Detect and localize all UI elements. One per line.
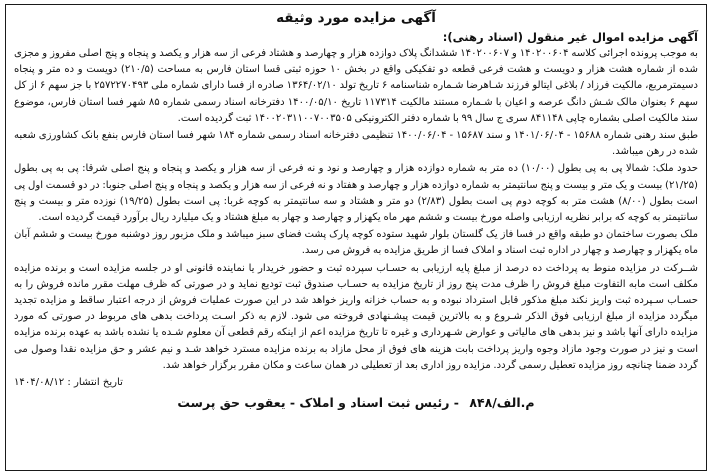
notice-paragraph-location: ملک بصورت ساختمان دو طبقه واقع در فسا فاز یک گلستان بلوار شهید ستوده کوچه پارک پشت فضای سبز میباشد و ملک مزبور روز دوشنبه مورخ بیست و ششم آبان ماه یکهزار و چهارصد و چهار در اداره ثبت اسناد و املاک فسا از طریق مزایده به فروش می رسد.	[14, 229, 698, 257]
publish-date-label: تاریخ انتشار :	[67, 377, 123, 389]
notice-title: آگهی مزایده مورد وثیقه	[276, 10, 436, 26]
notice-subtitle: آگهی مزایده اموال غیر منقول (اسناد رهنی):	[442, 30, 698, 44]
notice-paragraph-property: به موجب پرونده اجرائی کلاسه ۱۴۰۲۰۰۶۰۴ و ۱۴۰۲۰۰۶۰۷ ششدانگ پلاک دوازده هزار و چهارصد و هشتاد فرعی از سه هزار و یکصد و پنجاه و پنج اصلی مفروز و مجزی شده از شماره هشت هزار و دویست و هشت فرعی قطعه دو تفکیکی واقع در بخش ۱۰ حوزه ثبتی قسا استان فارس به مساحت (۲۱۰/۵) دویست و ده متر و پنجاه دسیمترمربع، مالکیت فرزاد / بلاغی ایتالو فرزند شـاهرضا شـماره شناسنامه ۶ تاریخ تولد ۱۳۶۴/۰۲/۱۰ صادره از فسا دارای شماره ملی ۲۵۷۲۲۷۰۴۹۳ با جز سهم ۶ از کل سهم ۶ بعنوان مالک شـش دانگ عرصه و اعیان با شـماره مستند مالکیت ۱۱۷۳۱۴ تاریخ ۱۴۰۰/۰۵/۱۰ دفترخانه اسناد رسمی شماره ۸۵ شهر فسا استان فارس، موضوع سند مالکیت اصلی بشماره چاپی ۸۴۱۱۴۸ سری ج سال ۹۹ با شماره دفتر الکترونیکی ۱۴۰۰۲۰۳۱۱۰۰۷۰۰۳۵۰۵ ثبت گردیده است.	[14, 48, 698, 124]
publish-date-value: ۱۴۰۴/۰۸/۱۲	[14, 377, 65, 389]
publish-date	[14, 375, 698, 391]
signature-code: ۸۴۸/م.الف	[469, 395, 535, 411]
notice-paragraph-terms: شــرکت در مزایده منوط به پرداخت ده درصد از مبلغ پایه ارزیابی به حسـاب سپرده ثبت و حضور خریدار یا نماینده قانونی او در جلسه مزایده است و برنده مزایده مکلف است مابه التفاوت مبلغ فروش را ظرف مدت پنج روز از تاریخ مزایده به حسـاب صندوق ثبت تودیع نماید و در صورتی که ظرف مهلت مقرر مانده فروش را به حسـاب سـپرده ثبت واریز نکند مبلغ مذکور قابل استرداد نبوده و به حساب خزانه واریز خواهد شد در این صورت عملیات فروش از درجه اعتبار ساقط و مزایده تجدید میگردد مزایده از مبلغ ارزیابی فوق الذکر شـروع و به بالاترین قیمت پیشـنهادی فروخته می شود. لازم به ذکر اسـت پرداخت بدهی های مربوط در صورتی که مورد مزایده دارای آنها باشد و نیز بدهی های مالیاتی و عوارض شـهرداری و غیره تا تاریخ مزایده اعم از اینکه رقم قطعی آن معلوم شـده یا نشده باشد به عهده برنده مزایده است و نیز در صورت وجود مازاد وجوه واریز پرداخت بابت هزینه های فوق از محل مازاد به برنده مزایده مسترد خواهد شـد و نیم عشر و حق مزایده نقدا وصول می گردد ضمنا چنانچه روز مزایده تعطیل رسمی گردد. مزایده روز اداری بعد از تعطیلی در همان ساعت و مکان مقرر برگزار خواهد شد.	[14, 262, 698, 371]
signature-text: - رئیس ثبت اسناد و املاک - یعقوب حق پرست	[177, 395, 459, 411]
notice-frame	[5, 4, 707, 471]
signature-line	[14, 393, 698, 413]
notice-paragraph-boundaries: حدود ملک: شمالا پی به پی بطول (۱۰/۰۰) ده متر به شماره دوازده هزار و چهارصد و نود و نه فرعی از سه هزار و یکصد و پنجاه و پنج اصلی شرقا: پی به پی بطول (۲۱/۲۵) بیست و یک متر و بیست و پنج سانتیمتر به شماره دوازده هزار و چهارصد و هفتاد و نه فرعی از سه هزار و یکصد و پنجاه و پنج اصلی جنوبا: در دو قسمت اول پی است بطول (۸/۰۰) هشت متر به کوچه دوم پی است بطول (۲/۸۳) دو متر و هشتاد و سه سانتیمتر به کوچه غربا: پی است بطول (۱۹/۲۵) نوزده متر و بیست و پنج سانتیمتر به کوچه که برابر نظریه ارزیابی واصله مورخ بیست و ششم مهر ماه یکهزار و چهارصد و چهار به مبلغ هشتاد و یک میلیارد ریال برآورد قیمت گردیده است.	[14, 163, 698, 224]
notice-paragraph-mortgage: طبق سند رهنی شماره ۱۵۶۸۸ - ۱۴۰۱/۰۶/۰۴ و سند ۱۵۶۸۷ - ۱۴۰۰/۰۶/۰۴ تنظیمی دفترخانه اسناد رسمی شماره ۱۸۴ شهر فسا استان فارس بنفع بانک کشاورزی شعبه شده در رهن میباشد.	[14, 130, 698, 158]
